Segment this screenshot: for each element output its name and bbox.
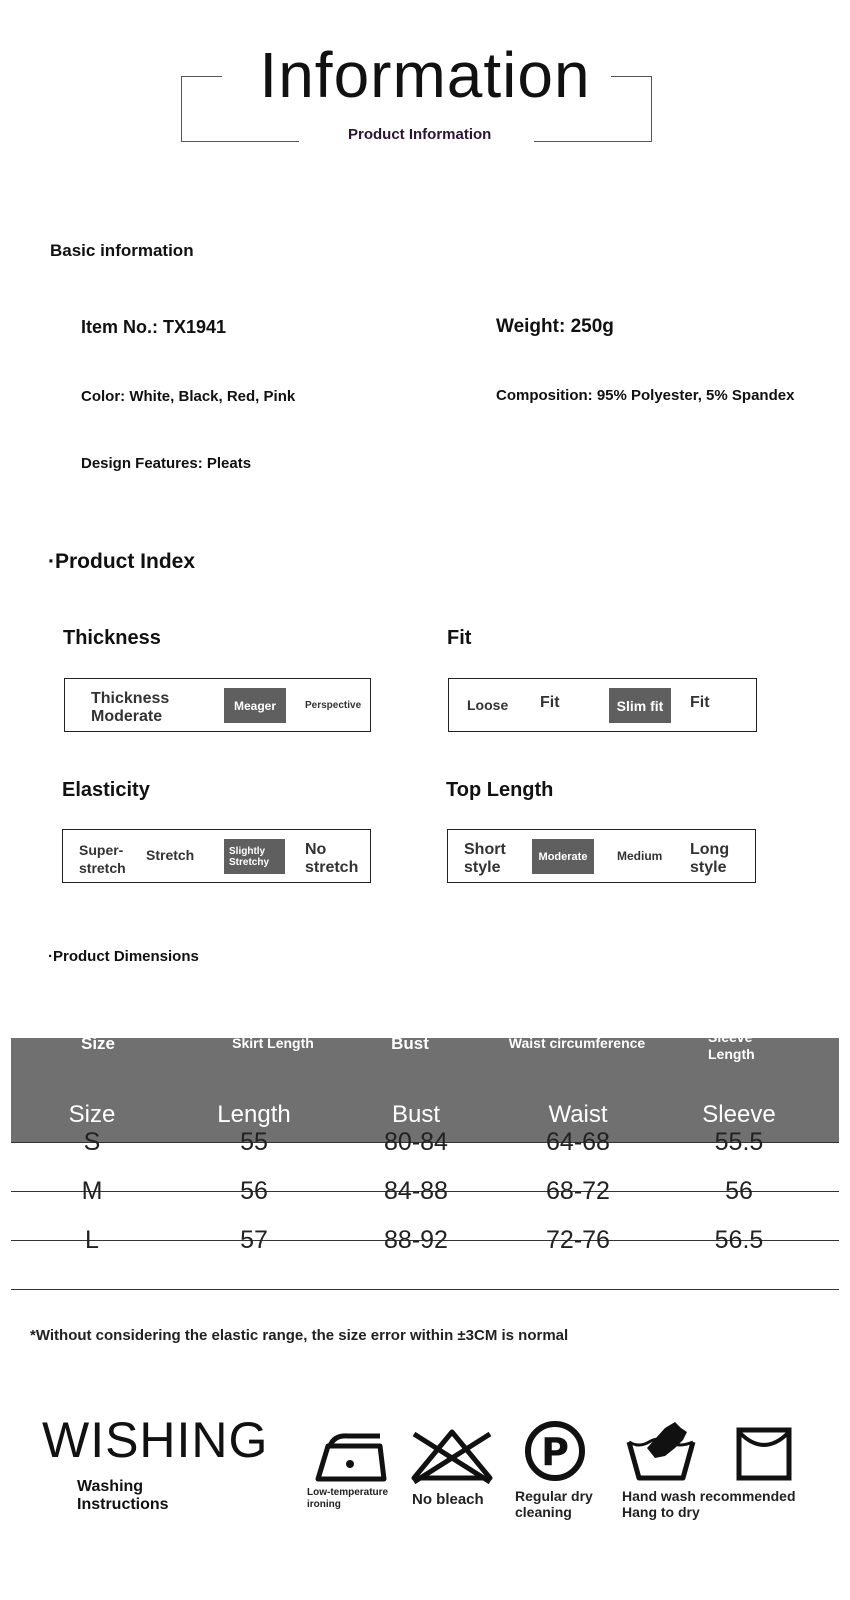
- item-number: Item No.: TX1941: [81, 317, 227, 337]
- color: Color: White, Black, Red, Pink: [81, 388, 296, 405]
- elasticity-option-slightly-stretchy-selected: Slightly Stretchy: [224, 839, 285, 874]
- fit-option-fit-2: Fit: [690, 694, 710, 711]
- product-index-heading: ·Product Index: [48, 550, 196, 573]
- thickness-option-meager-selected: Meager: [224, 688, 286, 723]
- cell-l-size: L: [85, 1226, 99, 1254]
- thickness-option-moderate: Thickness Moderate: [91, 690, 170, 725]
- top-length-option-long-style: Long style: [690, 841, 730, 876]
- design-features: Design Features: Pleats: [81, 455, 252, 472]
- cell-s-size: S: [83, 1128, 101, 1156]
- hand-wash-label: Hand wash recommended: [622, 1488, 796, 1504]
- th-bust: Bust: [391, 1034, 429, 1053]
- header-frame-bottom-left: [181, 141, 299, 142]
- top-length-option-medium: Medium: [617, 849, 663, 863]
- fit-option-loose: Loose: [467, 697, 509, 713]
- cell-s-length: 55: [240, 1128, 268, 1156]
- cell-l-bust: 88-92: [384, 1226, 448, 1254]
- washing-subtitle: Washing Instructions: [77, 1478, 169, 1513]
- cell-s-bust: 80-84: [384, 1128, 448, 1156]
- cell-l-waist: 72-76: [546, 1226, 610, 1254]
- th-sleeve-length: Sleeve Length: [708, 1029, 755, 1062]
- th-bust-secondary: Bust: [391, 1101, 441, 1128]
- th-waist-circumference: Waist circumference: [508, 1035, 646, 1051]
- washing-title: WISHING: [42, 1412, 269, 1468]
- elasticity-option-no-stretch: No stretch: [305, 841, 359, 876]
- top-length-option-moderate-selected: Moderate: [532, 839, 594, 874]
- thickness-option-perspective: Perspective: [305, 700, 362, 711]
- cell-m-sleeve: 56: [725, 1177, 753, 1205]
- fit-label: Fit: [447, 627, 472, 649]
- row-divider: [11, 1289, 839, 1290]
- elasticity-label: Elasticity: [62, 779, 150, 801]
- cell-s-waist: 64-68: [546, 1128, 610, 1156]
- iron-icon: [308, 1430, 388, 1485]
- cell-s-sleeve: 55.5: [714, 1128, 764, 1156]
- cell-m-waist: 68-72: [546, 1177, 610, 1205]
- cell-m-bust: 84-88: [384, 1177, 448, 1205]
- page-subtitle: Product Information: [348, 126, 492, 143]
- hang-dry-label: Hang to dry: [622, 1504, 700, 1520]
- hang-dry-icon: [734, 1425, 794, 1483]
- th-sleeve-secondary: Sleeve: [702, 1101, 776, 1128]
- svg-text:P: P: [541, 1430, 569, 1474]
- size-error-note: *Without considering the elastic range, the size error within ±3CM is normal: [30, 1327, 569, 1344]
- cell-l-sleeve: 56.5: [714, 1226, 764, 1254]
- fit-option-fit: Fit: [540, 694, 560, 711]
- weight: Weight: 250g: [496, 316, 614, 337]
- header-frame-bottom-right: [534, 141, 652, 142]
- dry-clean-icon: [523, 1419, 587, 1483]
- basic-info-heading: Basic information: [50, 241, 194, 260]
- fit-option-slim-fit-selected: Slim fit: [609, 688, 671, 723]
- composition: Composition: 95% Polyester, 5% Spandex: [496, 387, 795, 404]
- no-bleach-label: No bleach: [412, 1491, 484, 1508]
- elasticity-option-stretch: Stretch: [146, 847, 195, 863]
- product-dimensions-heading: ·Product Dimensions: [48, 948, 199, 965]
- thickness-label: Thickness: [63, 627, 161, 649]
- no-bleach-icon: [408, 1426, 496, 1484]
- cell-l-length: 57: [240, 1226, 268, 1254]
- top-length-label: Top Length: [446, 779, 554, 801]
- th-skirt-length: Skirt Length: [232, 1035, 314, 1051]
- iron-label: Low-temperature ironing: [307, 1487, 389, 1510]
- cell-m-size: M: [81, 1177, 103, 1205]
- elasticity-option-super-stretch: Super-stretch: [79, 842, 126, 876]
- top-length-option-short-style: Short style: [464, 841, 506, 876]
- th-waist-secondary: Waist: [548, 1101, 608, 1128]
- th-size: Size: [80, 1034, 116, 1053]
- dry-clean-label: Regular dry cleaning: [515, 1488, 593, 1520]
- th-length-secondary: Length: [217, 1101, 291, 1128]
- hand-wash-icon: [625, 1418, 697, 1482]
- cell-m-length: 56: [240, 1177, 268, 1205]
- page-title: Information: [259, 39, 591, 111]
- th-size-secondary: Size: [68, 1101, 116, 1128]
